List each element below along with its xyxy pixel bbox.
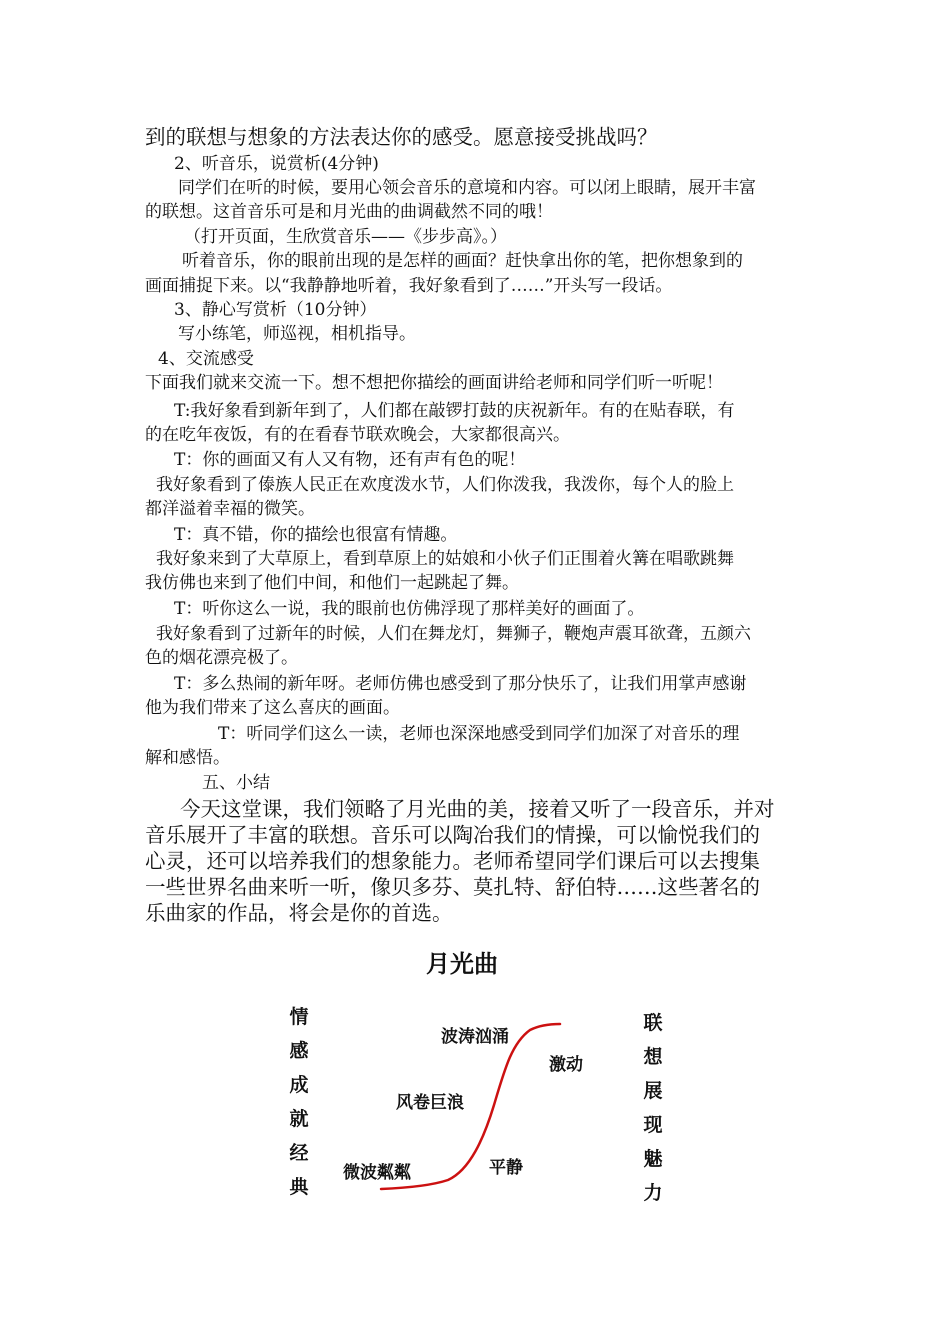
board-right-char: 力 bbox=[643, 1182, 663, 1204]
board-left-column bbox=[286, 1000, 312, 1204]
paragraph-line: 音乐展开了丰富的联想。音乐可以陶冶我们的情操，可以愉悦我们的 bbox=[145, 823, 760, 847]
board-left-char: 成 bbox=[289, 1074, 309, 1096]
paragraph-line: 到的联想与想象的方法表达你的感受。愿意接受挑战吗？ bbox=[145, 125, 658, 149]
board-right-column bbox=[640, 1006, 666, 1210]
board-label-calm: 平静 bbox=[489, 1158, 523, 1178]
board-left-char: 典 bbox=[289, 1176, 309, 1198]
paragraph-line: T：听同学们这么一读，老师也深深地感受到同学们加深了对音乐的理 bbox=[218, 724, 740, 744]
board-right-char: 想 bbox=[643, 1046, 663, 1068]
paragraph-line: 我好象看到了傣族人民正在欢度泼水节，人们你泼我，我泼你，每个人的脸上 bbox=[156, 475, 734, 495]
section-heading: 五、小结 bbox=[202, 773, 270, 793]
section-heading: 2、听音乐，说赏析(4分钟) bbox=[174, 154, 379, 174]
section-heading: 3、静心写赏析（10分钟） bbox=[174, 300, 377, 320]
paragraph-line: T：你的画面又有人又有物，还有声有色的呢！ bbox=[174, 450, 526, 470]
paragraph-line: 解和感悟。 bbox=[145, 748, 230, 768]
paragraph-line: 的联想。这首音乐可是和月光曲的曲调截然不同的哦！ bbox=[145, 202, 553, 222]
paragraph-line: T：听你这么一说，我的眼前也仿佛浮现了那样美好的画面了。 bbox=[174, 599, 645, 619]
paragraph-line: 的在吃年夜饭，有的在看春节联欢晚会，大家都很高兴。 bbox=[145, 425, 570, 445]
board-right-char: 联 bbox=[643, 1012, 663, 1034]
paragraph-line: 色的烟花漂亮极了。 bbox=[145, 648, 298, 668]
board-right-char: 展 bbox=[643, 1080, 663, 1102]
paragraph-line: 同学们在听的时候，要用心领会音乐的意境和内容。可以闭上眼睛，展开丰富 bbox=[178, 178, 756, 198]
paragraph-line: 画面捕捉下来。以“我静静地听着，我好象看到了……”开头写一段话。 bbox=[145, 276, 673, 296]
paragraph-line: 我好象来到了大草原上，看到草原上的姑娘和小伙子们正围着火篝在唱歌跳舞 bbox=[156, 549, 734, 569]
board-right-char: 魅 bbox=[643, 1148, 663, 1170]
board-label-ripple: 微波粼粼 bbox=[343, 1163, 411, 1183]
board-left-char: 经 bbox=[289, 1142, 309, 1164]
paragraph-line: T：真不错，你的描绘也很富有情趣。 bbox=[174, 525, 458, 545]
paragraph-line: 心灵，还可以培养我们的想象能力。老师希望同学们课后可以去搜集 bbox=[145, 849, 760, 873]
board-left-char: 感 bbox=[289, 1040, 309, 1062]
board-left-char: 就 bbox=[289, 1108, 309, 1130]
paragraph-line: 听着音乐，你的眼前出现的是怎样的画面？赶快拿出你的笔，把你想象到的 bbox=[182, 251, 743, 271]
paragraph-line: 今天这堂课，我们领略了月光曲的美，接着又听了一段音乐，并对 bbox=[180, 797, 775, 821]
paragraph-line: 乐曲家的作品，将会是你的首选。 bbox=[145, 901, 453, 925]
board-label-waves: 风卷巨浪 bbox=[396, 1093, 464, 1113]
paragraph-line: 我好象看到了过新年的时候，人们在舞龙灯，舞狮子，鞭炮声震耳欲聋，五颜六 bbox=[156, 624, 751, 644]
board-right-char: 现 bbox=[643, 1114, 663, 1136]
board-left-char: 情 bbox=[289, 1006, 309, 1028]
paragraph-line: 他为我们带来了这么喜庆的画面。 bbox=[145, 698, 400, 718]
paragraph-line: T：多么热闹的新年呀。老师仿佛也感受到了那分快乐了，让我们用掌声感谢 bbox=[174, 674, 747, 694]
section-heading: 4、交流感受 bbox=[158, 349, 254, 369]
paragraph-line: 写小练笔，师巡视，相机指导。 bbox=[178, 324, 416, 344]
paragraph-line: 一些世界名曲来听一听，像贝多芬、莫扎特、舒伯特……这些著名的 bbox=[145, 875, 760, 899]
paragraph-line: 都洋溢着幸福的微笑。 bbox=[145, 499, 315, 519]
board-title: 月光曲 bbox=[426, 950, 498, 978]
paragraph-line: T:我好象看到新年到了，人们都在敲锣打鼓的庆祝新年。有的在贴春联，有 bbox=[174, 401, 735, 421]
paragraph-line: 下面我们就来交流一下。想不想把你描绘的画面讲给老师和同学们听一听呢！ bbox=[145, 373, 723, 393]
paragraph-line: 我仿佛也来到了他们中间，和他们一起跳起了舞。 bbox=[145, 573, 519, 593]
board-label-peak: 波涛汹涌 bbox=[441, 1027, 509, 1047]
paragraph-line: （打开页面，生欣赏音乐——《步步高》。） bbox=[184, 227, 507, 247]
board-label-excited: 激动 bbox=[549, 1055, 583, 1075]
